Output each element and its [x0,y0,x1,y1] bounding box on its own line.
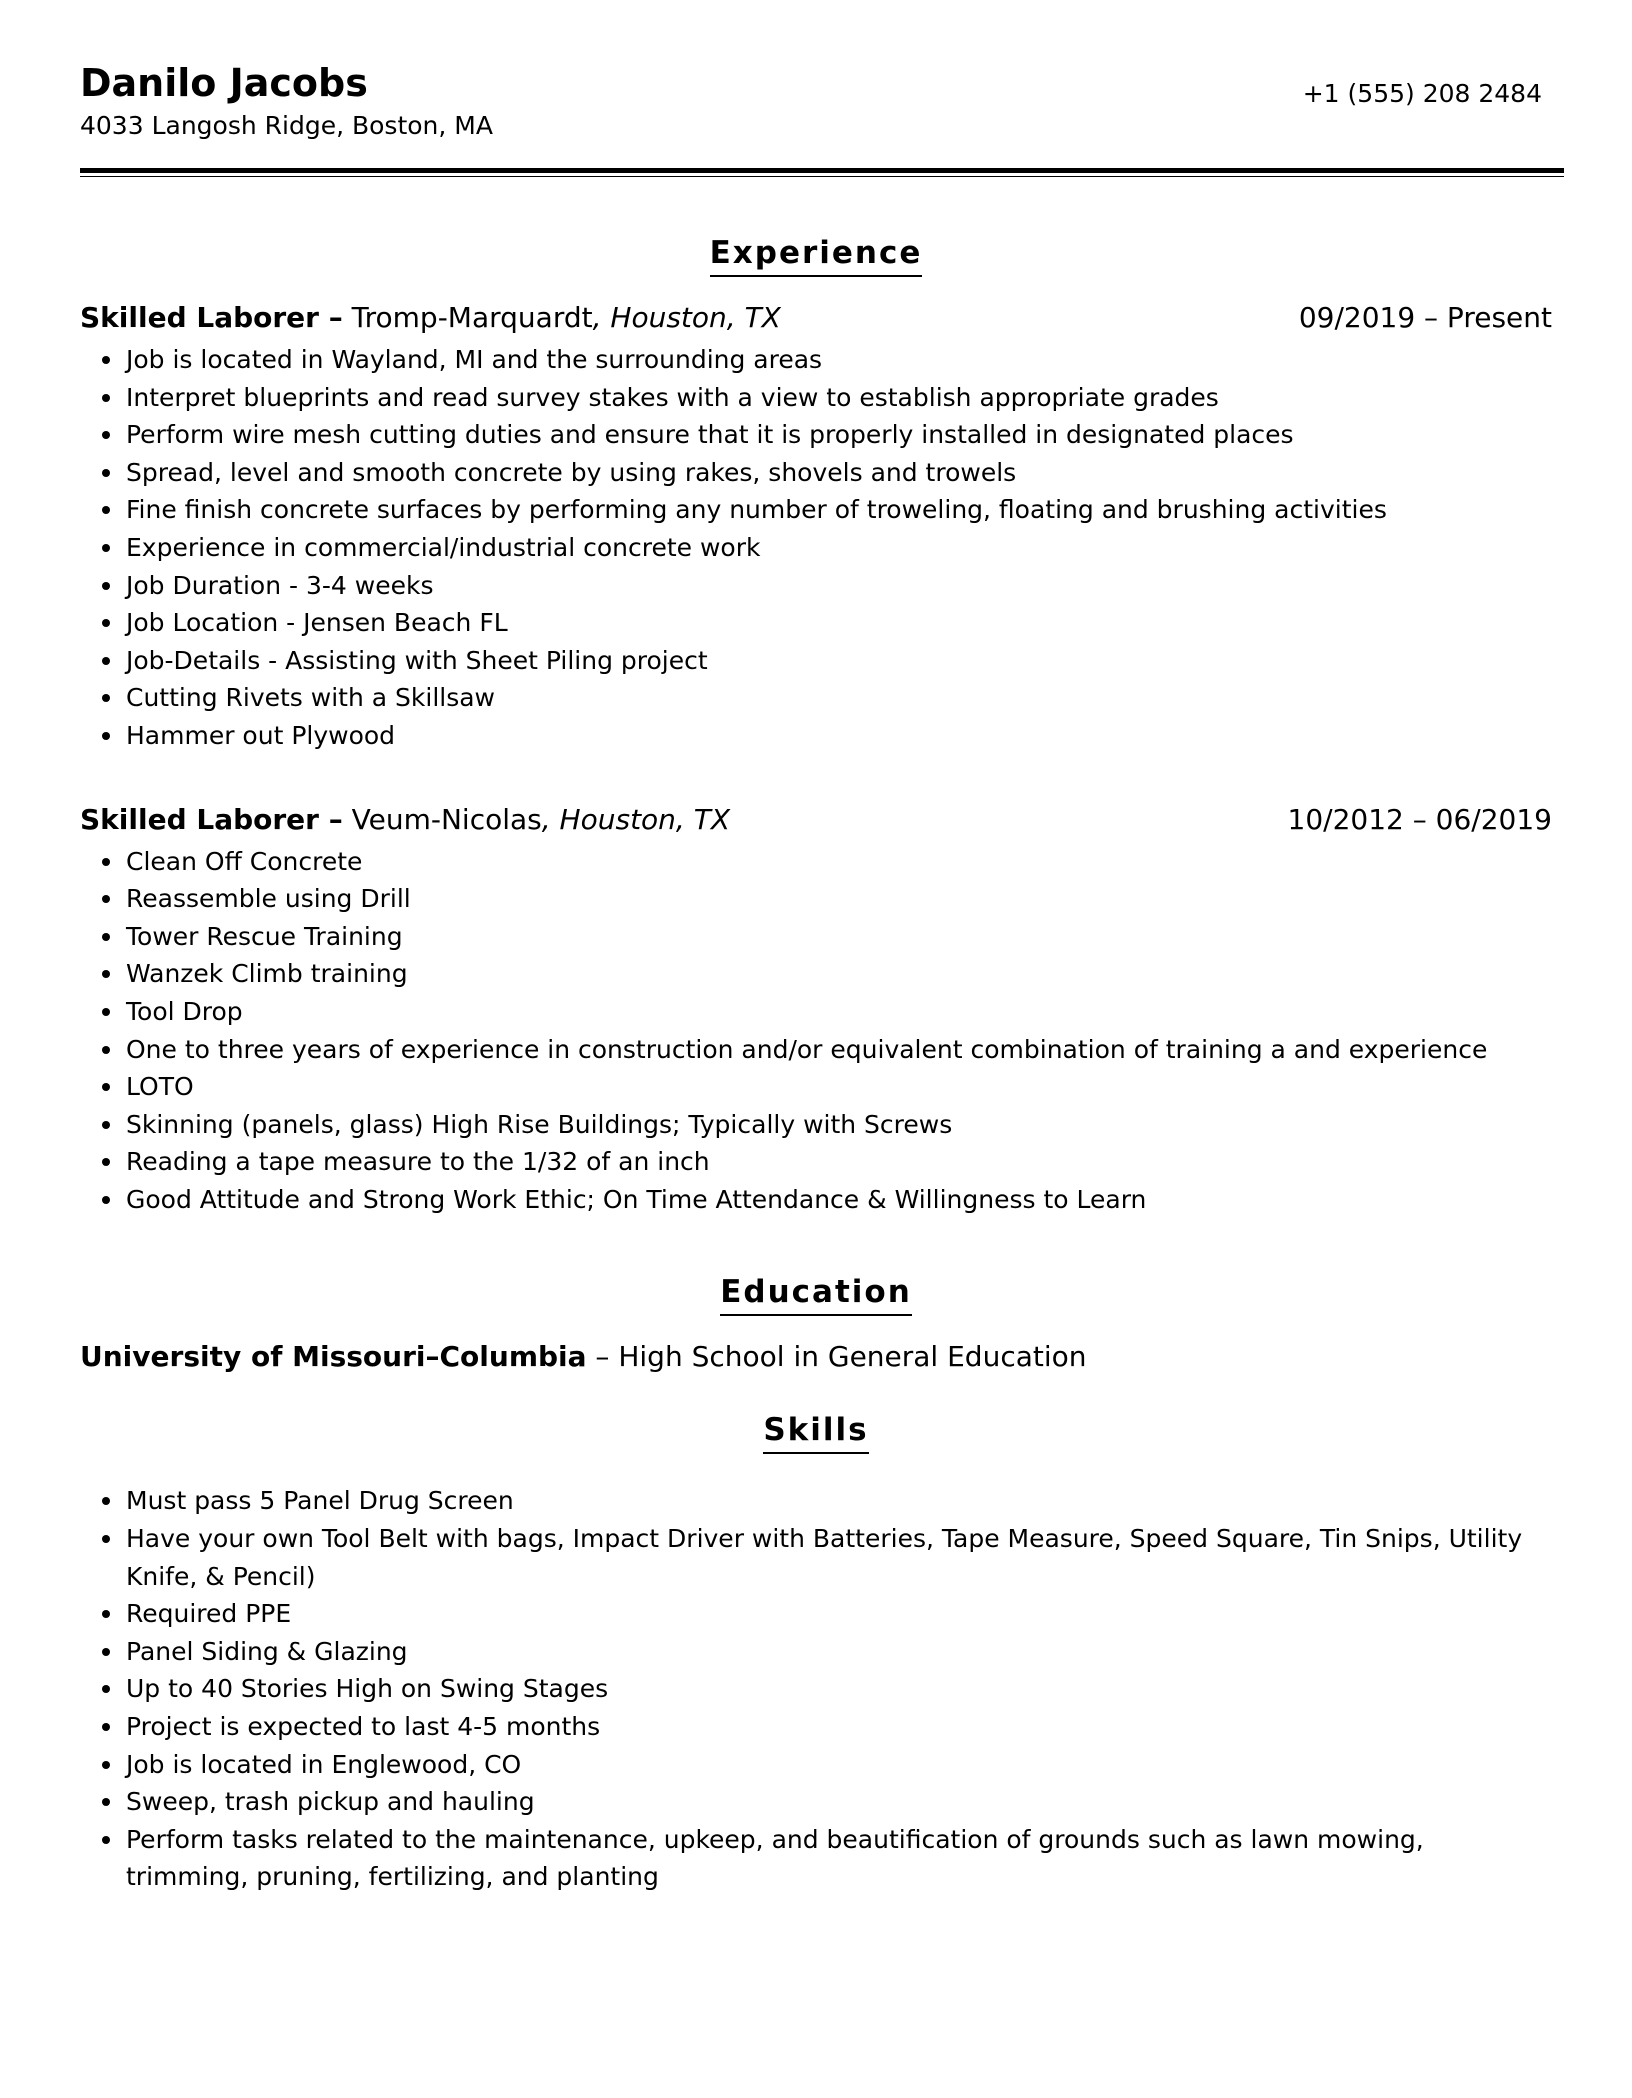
list-item: Spread, level and smooth concrete by using rakes, shovels and trowels [126,454,1552,492]
job-entry [80,299,1552,755]
list-item: Clean Off Concrete [126,843,1552,881]
education-school: University of Missouri–Columbia [80,1340,587,1374]
list-item: Panel Siding & Glazing [126,1633,1552,1671]
job-company: Tromp-Marquardt [342,301,593,334]
candidate-address: 4033 Langosh Ridge, Boston, MA [80,111,493,140]
candidate-phone: +1 (555) 208 2484 [1302,79,1542,108]
list-item: Interpret blueprints and read survey stakes with a view to establish appropriate grades [126,379,1552,417]
list-item: Have your own Tool Belt with bags, Impact Driver with Batteries, Tape Measure, Speed Square, Tin Snips, Utility Knife, & Pencil) [126,1520,1552,1595]
list-item: Skinning (panels, glass) High Rise Buildings; Typically with Screws [126,1106,1552,1144]
list-item: Job is located in Wayland, MI and the surrounding areas [126,341,1552,379]
education-entry [80,1338,1552,1376]
list-item: LOTO [126,1068,1552,1106]
list-item: Perform tasks related to the maintenance, upkeep, and beautification of grounds such as lawn mowing, trimming, pruning, fertilizing, and planting [126,1821,1552,1896]
job-bullets [80,341,1552,755]
education-heading [80,1272,1552,1316]
job-location: , Houston, TX [592,301,781,334]
list-item: Reading a tape measure to the 1/32 of an inch [126,1143,1552,1181]
experience-heading-text: Experience [710,233,923,277]
job-title: Skilled Laborer – [80,301,343,334]
list-item: Experience in commercial/industrial concrete work [126,529,1552,567]
list-item: Up to 40 Stories High on Swing Stages [126,1670,1552,1708]
job-entry [80,801,1552,1219]
job-bullets [80,843,1552,1219]
list-item: Reassemble using Drill [126,880,1552,918]
job-company: Veum-Nicolas [342,802,542,836]
list-item: Tower Rescue Training [126,918,1552,956]
list-item: Job-Details - Assisting with Sheet Piling project [126,642,1552,680]
list-item: Required PPE [126,1595,1552,1633]
list-item: Job Duration - 3-4 weeks [126,567,1552,605]
list-item: Hammer out Plywood [126,717,1552,755]
list-item: Tool Drop [126,993,1552,1031]
experience-heading [80,233,1552,277]
list-item: Good Attitude and Strong Work Ethic; On Time Attendance & Willingness to Learn [126,1181,1552,1219]
header-divider [80,168,1564,177]
education-degree: – High School in General Education [586,1340,1087,1374]
list-item: Cutting Rivets with a Skillsaw [126,679,1552,717]
skills-heading [80,1410,1552,1454]
list-item: Job Location - Jensen Beach FL [126,604,1552,642]
skills-heading-text: Skills [763,1410,868,1454]
job-header [80,801,1552,839]
list-item: Job is located in Englewood, CO [126,1746,1552,1784]
list-item: Project is expected to last 4-5 months [126,1708,1552,1746]
job-title: Skilled Laborer – [80,802,343,836]
skills-list [80,1482,1552,1896]
list-item: Fine finish concrete surfaces by performing any number of troweling, floating and brushing activities [126,491,1552,529]
resume-header [80,0,1552,160]
education-heading-text: Education [720,1272,912,1316]
list-item: Perform wire mesh cutting duties and ensure that it is properly installed in designated places [126,416,1552,454]
candidate-name: Danilo Jacobs [80,61,368,105]
list-item: Must pass 5 Panel Drug Screen [126,1482,1552,1520]
list-item: Sweep, trash pickup and hauling [126,1783,1552,1821]
list-item: Wanzek Climb training [126,955,1552,993]
job-location: , Houston, TX [541,802,731,836]
job-dates: 09/2019 – Present [1298,301,1552,334]
list-item: One to three years of experience in construction and/or equivalent combination of training a and experience [126,1031,1552,1069]
job-header [80,299,1552,337]
job-dates: 10/2012 – 06/2019 [1287,802,1552,836]
